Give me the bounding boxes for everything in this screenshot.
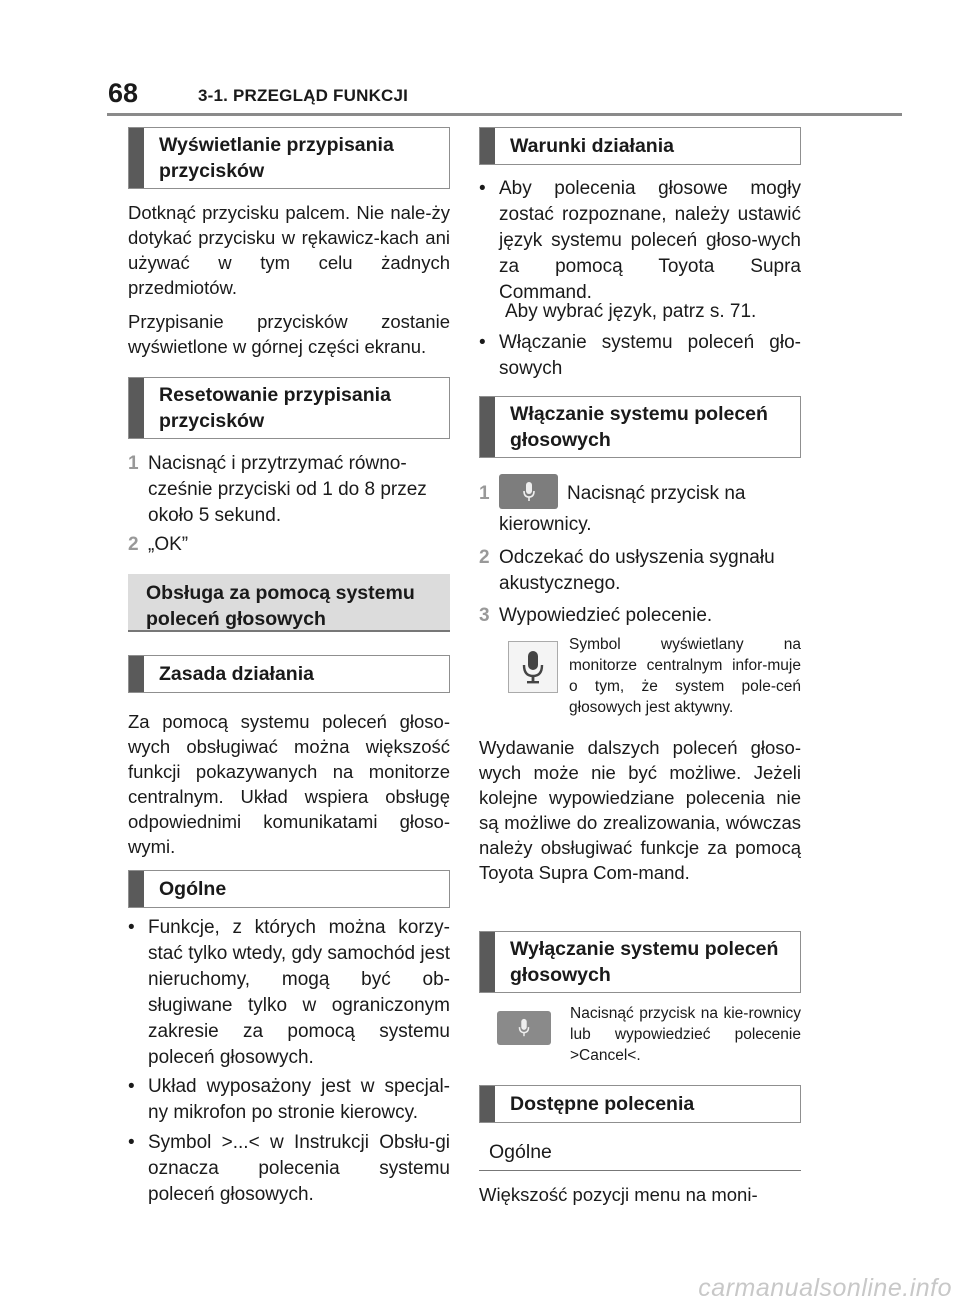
bullet-symbol: • Symbol >...< w Instrukcji Obsłu-gi oznacza polecenia systemu poleceń głosowych. [128,1132,450,1205]
watermark: carmanualsonline.info [698,1274,952,1302]
paragraph-further-commands: Wydawanie dalszych poleceń głoso-wych może nie być możliwe. Jeżeli kolejne wypowiedziane polecenia nie są możliwe do zrealizowania, wówczas należy obsługiwać funkcje za pomocą Toyota Supra Com-mand. [479,737,801,883]
microphone-icon [522,650,544,684]
step-2-ok: 2 „OK” [128,534,189,555]
page-number: 68 [108,78,139,108]
paragraph-touch-button: Dotknąć przycisku palcem. Nie nale-ży dotykać przycisku w rękawicz-kach ani używać w tym celu żadnych przedmiotów. [128,202,450,298]
paragraph-menu-items: Większość pozycji menu na moni- [479,1184,758,1205]
section-title-voice-control: Obsługa za pomocą systemu poleceń głosowych [128,574,450,632]
heading-conditions: Warunki działania [479,127,801,165]
chapter-title: 3-1. PRZEGLĄD FUNKCJI [198,86,409,105]
heading-disable-system: Wyłączanie systemu poleceń głosowych [479,931,801,993]
paragraph-assignment-displayed: Przypisanie przycisków zostanie wyświetlone w górnej części ekranu. [128,311,450,357]
voice-button-icon [499,474,558,509]
heading-enable-system: Włączanie systemu poleceń głosowych [479,396,801,458]
microphone-icon [522,481,536,503]
note-disable: Nacisnąć przycisk na kie-rownicy lub wypowiedzieć polecenie >Cancel<. [570,1005,801,1064]
heading-reset-assignment: Resetowanie przypisania przycisków [128,377,450,439]
bullet-language: • Aby polecenia głosowe mogły zostać rozpoznane, należy ustawić język systemu poleceń głoso-wych za pomocą Toyota Supra Command. [479,178,801,303]
heading-button-assignment: Wyświetlanie przypisania przycisków [128,127,450,189]
step-1-reset: 1 Nacisnąć i przytrzymać równo-cześnie przyciski od 1 do 8 przez około 5 sekund. [128,453,427,526]
step-2-wait: 2 Odczekać do usłyszenia sygnału akustycznego. [479,547,775,594]
active-symbol-icon [508,641,558,693]
microphone-icon [518,1018,531,1038]
subheading-general: Ogólne [479,1135,801,1171]
bullet-language-subnote: Aby wybrać język, patrz s. 71. [505,301,757,322]
note-active-symbol: Symbol wyświetlany na monitorze centralnym infor-muje o tym, że system pole-ceń głosowych jest aktywny. [569,636,801,716]
step-3-speak: 3 Wypowiedzieć polecenie. [479,605,713,626]
heading-general: Ogólne [128,870,450,908]
bullet-enable: • Włączanie systemu poleceń gło-sowych [479,332,801,379]
step-1-continuation: kierownicy. [499,514,592,535]
bullet-stationary-functions: • Funkcje, z których można korzy-stać tylko wtedy, gdy samochód jest nieruchomy, mogą być ob-sługiwane tylko w ograniczonym zakresie za pomocą systemu poleceń głosowych. [128,917,450,1068]
paragraph-principle: Za pomocą systemu poleceń głoso-wych obsługiwać można większość funkcji pokazywanych na monitorze centralnym. Układ wspiera obsługę odpowiednimi komunikatami głoso-wymi. [128,711,450,857]
voice-button-icon [497,1011,551,1045]
heading-principle: Zasada działania [128,655,450,693]
heading-available-commands: Dostępne polecenia [479,1085,801,1123]
bullet-microphone: • Układ wyposażony jest w specjal-ny mikrofon po stronie kierowcy. [128,1076,450,1123]
header-rule [107,113,902,116]
